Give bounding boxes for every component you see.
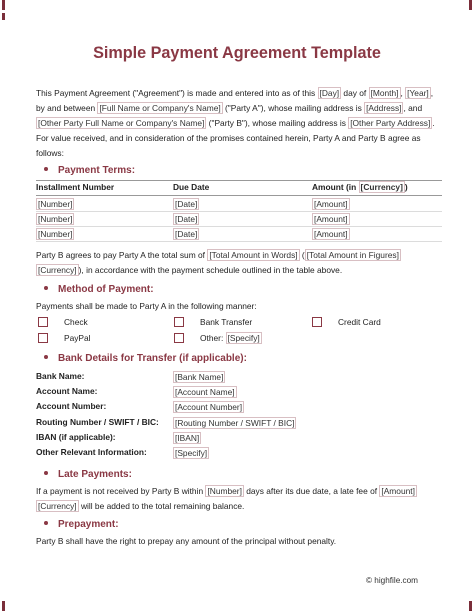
document-title: Simple Payment Agreement Template	[93, 44, 381, 62]
text: ), in accordance with the payment schedule outlined in the table above.	[78, 265, 343, 275]
prepayment-heading	[44, 519, 119, 530]
intro-line-2	[36, 101, 442, 117]
intro-line-1	[36, 86, 442, 102]
late-line-1	[36, 484, 442, 500]
bank-label: Account Name:	[36, 386, 98, 396]
month-placeholder: [Month]	[370, 88, 399, 98]
corner-mark-bottom-right	[469, 601, 472, 611]
option-credit-card[interactable]	[312, 317, 381, 328]
amount-cell: [Amount]	[314, 229, 348, 239]
checkbox-icon[interactable]	[38, 317, 48, 327]
heading-text: Late Payments:	[58, 469, 132, 480]
option-other[interactable]	[174, 333, 262, 344]
text: will be added to the total remaining balance.	[78, 501, 245, 511]
bank-row	[36, 417, 442, 432]
checkbox-icon[interactable]	[38, 333, 48, 343]
installment-number-cell: [Number]	[38, 229, 73, 239]
bank-value: [Routing Number / SWIFT / BIC]	[175, 418, 295, 428]
currency-placeholder: [Currency]	[38, 265, 77, 275]
corner-mark-top-left	[2, 0, 5, 10]
total-line-2	[36, 263, 442, 279]
row-divider	[36, 241, 442, 242]
corner-mark-top-left-2	[2, 13, 5, 20]
amount-cell: [Amount]	[314, 199, 348, 209]
party-b-address-placeholder: [Other Party Address]	[350, 118, 431, 128]
text: Party B agrees to pay Party A the total sum of	[36, 250, 208, 260]
bank-value: [Account Number]	[175, 402, 243, 412]
party-a-address-placeholder: [Address]	[366, 103, 402, 113]
bank-label: Other Relevant Information:	[36, 447, 147, 457]
text: by and between	[36, 103, 98, 113]
payment-options-row-2	[38, 333, 444, 348]
specify-placeholder: [Specify]	[227, 333, 260, 343]
corner-mark-top-right	[469, 0, 472, 10]
text: day of	[341, 88, 369, 98]
party-b-name-placeholder: [Other Party Full Name or Company's Name]	[38, 118, 205, 128]
bank-label: Bank Name:	[36, 371, 85, 381]
col-due-date: Due Date	[173, 182, 210, 192]
days-placeholder: [Number]	[207, 486, 242, 496]
currency-placeholder: [Currency]	[38, 501, 77, 511]
text: .	[432, 118, 435, 128]
bullet-icon	[44, 167, 48, 171]
text: If a payment is not received by Party B within	[36, 486, 206, 496]
option-label: Other:	[200, 333, 226, 343]
prepayment-text: Party B shall have the right to prepay any amount of the principal without penalty.	[36, 536, 337, 546]
text: ("Party B"), whose mailing address is	[206, 118, 349, 128]
text: days after its due date, a late fee of	[243, 486, 380, 496]
heading-text: Bank Details for Transfer (if applicable):	[58, 353, 247, 364]
due-date-cell: [Date]	[175, 199, 198, 209]
option-label: Credit Card	[338, 317, 381, 327]
total-words-placeholder: [Total Amount in Words]	[209, 250, 298, 260]
bank-row	[36, 401, 442, 416]
installment-number-cell: [Number]	[38, 214, 73, 224]
option-bank-transfer[interactable]	[174, 317, 252, 328]
bank-row	[36, 447, 442, 462]
intro-line-5: follows:	[36, 148, 64, 158]
bank-value: [Account Name]	[175, 387, 235, 397]
option-label: Bank Transfer	[200, 317, 253, 327]
bank-row	[36, 432, 442, 447]
text: , and	[403, 103, 423, 113]
intro-line-4: For value received, and in consideration of the promises contained herein, Party A and Party B agree as	[36, 133, 421, 143]
amount-cell: [Amount]	[314, 214, 348, 224]
payment-terms-heading	[44, 165, 135, 176]
text: ("Party A"), whose mailing address is	[222, 103, 365, 113]
heading-text: Prepayment:	[58, 519, 119, 530]
bank-row	[36, 386, 442, 401]
option-label: PayPal	[64, 333, 91, 343]
heading-text: Payment Terms:	[58, 165, 136, 176]
bullet-icon	[44, 355, 48, 359]
method-of-payment-heading	[44, 284, 154, 295]
option-paypal[interactable]	[38, 333, 91, 344]
heading-text: Method of Payment:	[58, 284, 154, 295]
text: ,	[400, 88, 406, 98]
due-date-cell: [Date]	[175, 214, 198, 224]
bank-label: Routing Number / SWIFT / BIC:	[36, 417, 159, 427]
text: ,	[430, 88, 434, 98]
bank-value: [Bank Name]	[175, 372, 224, 382]
text: )	[404, 182, 408, 192]
currency-placeholder: [Currency]	[360, 182, 403, 192]
col-installment-number: Installment Number	[36, 182, 115, 192]
late-payments-heading	[44, 469, 132, 480]
bullet-icon	[44, 471, 48, 475]
corner-mark-bottom-left	[2, 601, 5, 611]
total-line-1	[36, 248, 442, 264]
bank-row	[36, 371, 442, 386]
col-amount	[312, 182, 408, 192]
bank-label: Account Number:	[36, 401, 107, 411]
bullet-icon	[44, 286, 48, 290]
intro-line-3	[36, 116, 442, 132]
text: Amount (in	[312, 182, 359, 192]
checkbox-icon[interactable]	[174, 317, 184, 327]
due-date-cell: [Date]	[175, 229, 198, 239]
year-placeholder: [Year]	[407, 88, 429, 98]
payment-options-row-1	[38, 317, 444, 332]
row-divider	[36, 226, 442, 227]
row-divider	[36, 211, 442, 212]
party-a-name-placeholder: [Full Name or Company's Name]	[99, 103, 221, 113]
checkbox-icon[interactable]	[174, 333, 184, 343]
installment-number-cell: [Number]	[38, 199, 73, 209]
day-placeholder: [Day]	[319, 88, 340, 98]
text: This Payment Agreement ("Agreement") is made and entered into as of this	[36, 88, 318, 98]
late-fee-placeholder: [Amount]	[381, 486, 415, 496]
bank-value: [Specify]	[175, 448, 208, 458]
bank-details-heading	[44, 353, 247, 364]
option-check[interactable]	[38, 317, 88, 328]
bullet-icon	[44, 521, 48, 525]
method-intro: Payments shall be made to Party A in the following manner:	[36, 301, 257, 311]
table-header-rule	[36, 195, 442, 196]
total-figures-placeholder: [Total Amount in Figures]	[306, 250, 399, 260]
option-label: Check	[64, 317, 88, 327]
text: (	[299, 250, 305, 260]
footer-copyright: © highfile.com	[366, 576, 418, 585]
bank-value: [IBAN]	[175, 433, 200, 443]
bank-label: IBAN (if applicable):	[36, 432, 116, 442]
checkbox-icon[interactable]	[312, 317, 322, 327]
late-line-2	[36, 499, 442, 515]
